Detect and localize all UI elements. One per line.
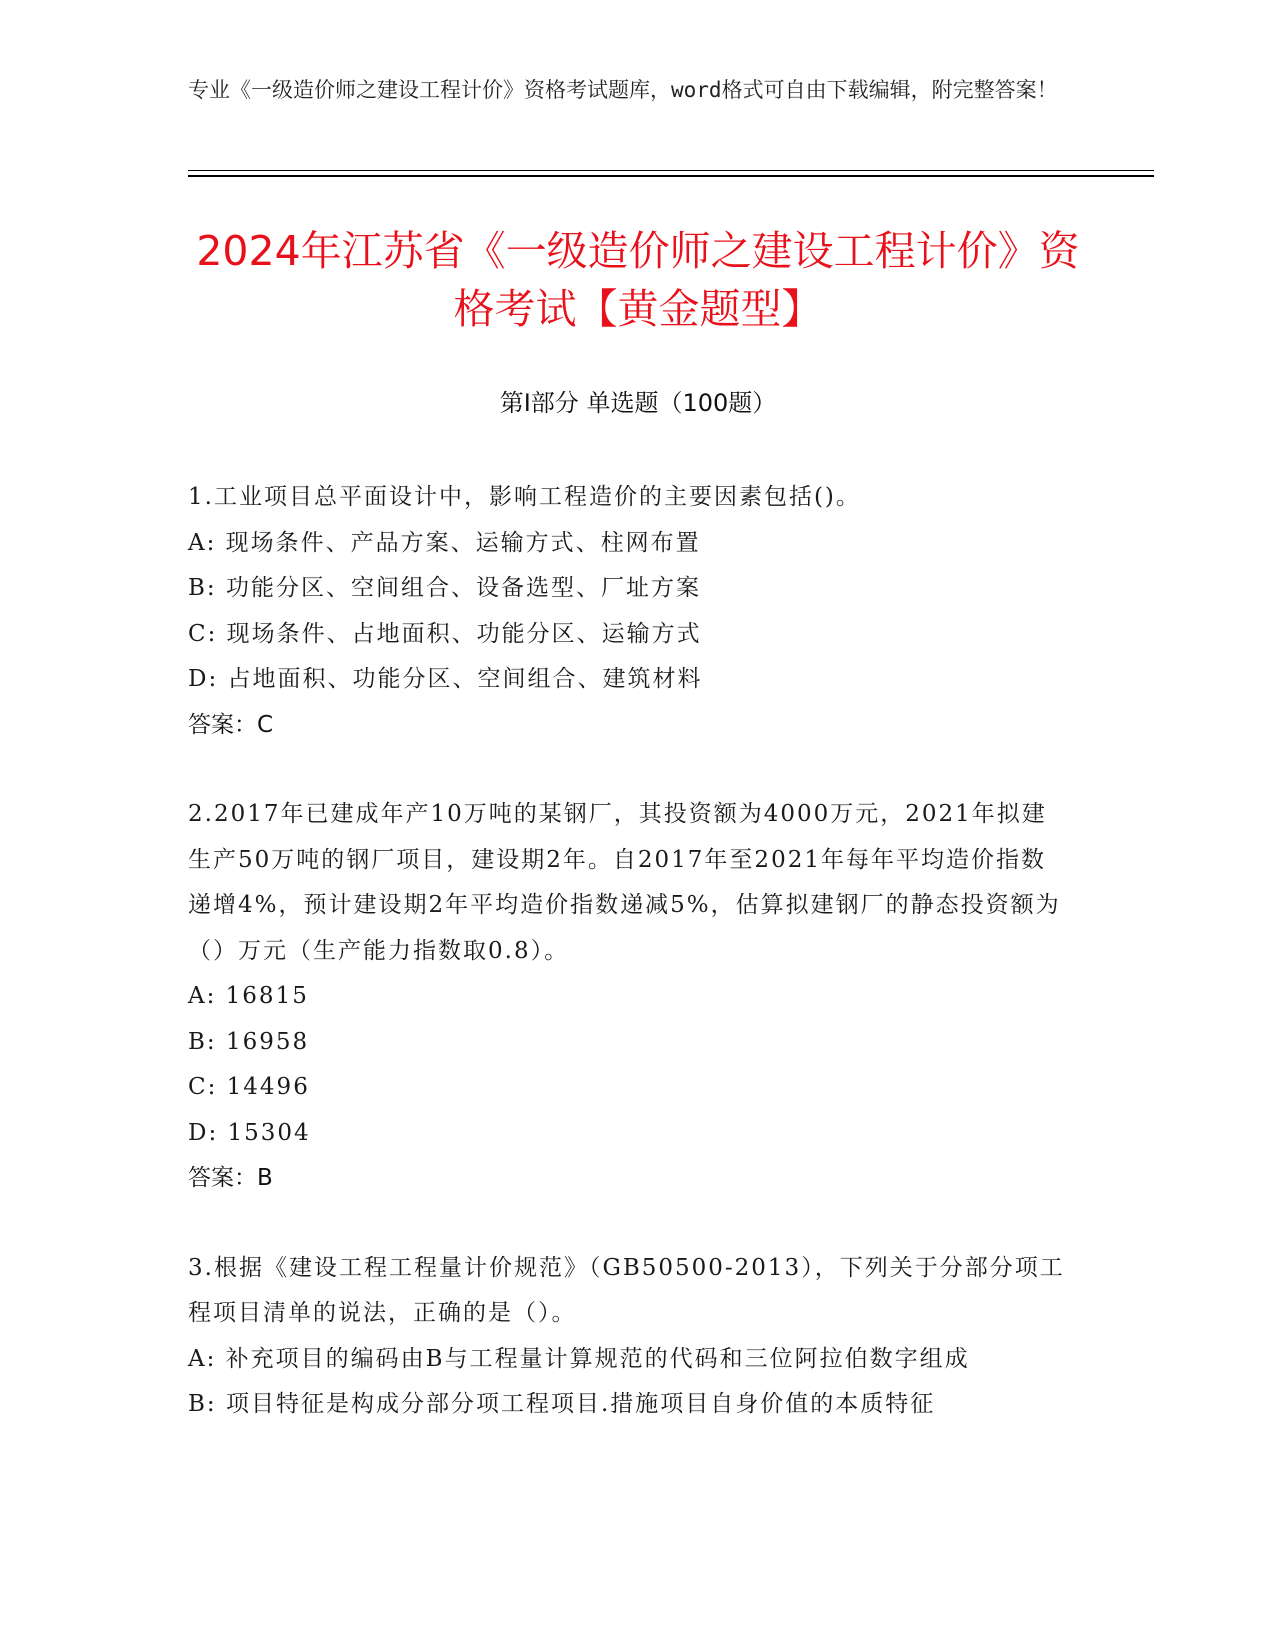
question-item xyxy=(188,475,1068,748)
document-title: 2024年江苏省《一级造价师之建设工程计价》资格考试【黄金题型】 xyxy=(196,227,1080,333)
option-a: A: 补充项目的编码由B与工程量计算规范的代码和三位阿拉伯数字组成 xyxy=(188,1345,970,1372)
option-b: B: 16958 xyxy=(188,1028,310,1055)
answer-text: 答案：B xyxy=(188,1165,273,1191)
option-a: A: 现场条件、产品方案、运输方式、柱网布置 xyxy=(188,529,701,556)
answer-text: 答案：C xyxy=(188,711,274,738)
header-divider-thick xyxy=(188,175,1154,177)
option-c: C: 14496 xyxy=(188,1074,310,1100)
option-d: D: 占地面积、功能分区、空间组合、建筑材料 xyxy=(188,666,703,692)
option-d: D: 15304 xyxy=(188,1119,311,1146)
option-b: B: 功能分区、空间组合、设备选型、厂址方案 xyxy=(188,575,701,601)
question-stem: 1.工业项目总平面设计中，影响工程造价的主要因素包括()。 xyxy=(188,484,861,510)
header-divider-thin xyxy=(188,170,1154,171)
question-list xyxy=(188,475,1068,1472)
question-stem: 3.根据《建设工程工程量计价规范》（GB50500-2013），下列关于分部分项工程项目清单的说法，正确的是（）。 xyxy=(188,1254,1065,1326)
option-a: A: 16815 xyxy=(188,983,309,1009)
section-title: 第I部分 单选题（100题） xyxy=(499,389,777,417)
option-c: C: 现场条件、占地面积、功能分区、运输方式 xyxy=(188,620,702,647)
option-b: B: 项目特征是构成分部分项工程项目.措施项目自身价值的本质特征 xyxy=(188,1391,936,1417)
question-item xyxy=(188,1246,1068,1428)
question-stem: 2.2017年已建成年产10万吨的某钢厂，其投资额为4000万元，2021年拟建生产50万吨的钢厂项目，建设期2年。自2017年至2021年每年平均造价指数递增4%，预计建设期2年平均造价指数递减5%，估算拟建钢厂的静态投资额为（）万元（生产能力指数取0.8）。 xyxy=(188,801,1061,964)
question-item xyxy=(188,792,1068,1202)
header-note: 专业《一级造价师之建设工程计价》资格考试题库，word格式可自由下载编辑，附完整答案！ xyxy=(188,78,1058,102)
